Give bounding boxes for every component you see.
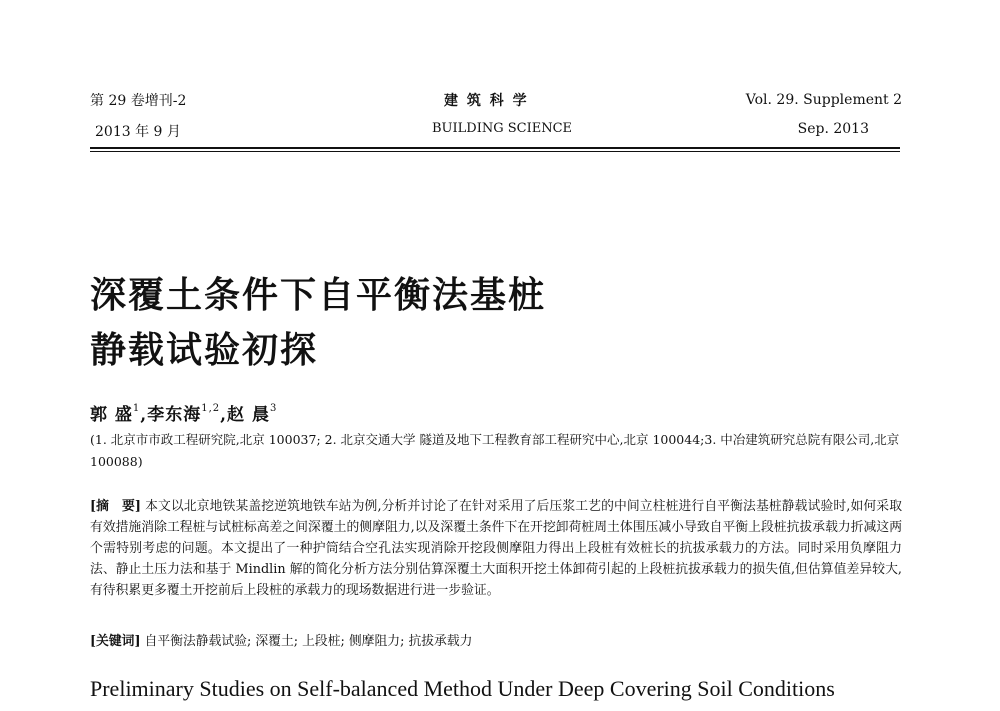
journal-name-en: BUILDING SCIENCE xyxy=(432,121,573,136)
abstract-label: [摘 要] xyxy=(90,499,141,514)
author-affiliation-mark: 1,2 xyxy=(201,403,221,415)
author-separator: , xyxy=(140,405,148,425)
english-title: Preliminary Studies on Self-balanced Method Under Deep Covering Soil Conditions xyxy=(90,676,835,701)
volume-info: Vol. 29. Supplement 2 xyxy=(745,92,902,108)
author-separator: , xyxy=(220,405,228,425)
issue-date-en: Sep. 2013 xyxy=(797,121,869,137)
issue-date-cn: 2013 年 9 月 xyxy=(95,124,181,140)
author-affiliation-mark: 3 xyxy=(269,403,278,415)
author-name: 赵 晨 xyxy=(227,405,270,425)
abstract xyxy=(90,496,902,601)
keywords xyxy=(90,630,472,649)
header-rule-thin xyxy=(90,151,900,152)
header-rule-thick xyxy=(90,147,900,149)
keywords-text: 自平衡法静载试验; 深覆土; 上段桩; 侧摩阻力; 抗拔承载力 xyxy=(144,634,473,649)
journal-name-cn: 建 筑 科 学 xyxy=(444,93,529,109)
author-name: 李东海 xyxy=(147,405,202,425)
issue-number: 第 29 卷增刊-2 xyxy=(90,93,187,109)
article-title-line-2: 静载试验初探 xyxy=(90,330,319,371)
author-affiliation-mark: 1 xyxy=(132,403,141,415)
abstract-text: 本文以北京地铁某盖挖逆筑地铁车站为例,分析并讨论了在针对采用了后压浆工艺的中间立柱桩进行自平衡法基桩静载试验时,如何采取有效措施消除工程桩与试桩标高差之间深覆土的侧摩阻力,以及深覆土条件下在开挖卸荷桩周土体围压减小导致自平衡上段桩抗拔承载力折减这两个需特别考虑的问题。本文提出了一种护筒结合空孔法实现消除开挖段侧摩阻力得出上段桩有效桩长的抗拔承载力的方法。同时采用负摩阻力法、静止土压力法和基于 Mindlin 解的简化分析方法分别估算深覆土大面积开挖土体卸荷引起的上段桩抗拔承载力的损失值,但估算值差异较大,有待积累更多覆土开挖前后上段桩的承载力的现场数据进行进一步验证。 xyxy=(90,499,902,598)
keywords-label: [关键词] xyxy=(90,634,141,649)
article-title-line-1: 深覆土条件下自平衡法基桩 xyxy=(90,275,547,316)
affiliations: (1. 北京市市政工程研究院,北京 100037; 2. 北京交通大学 隧道及地下工程教育部工程研究中心,北京 100044;3. 中冶建筑研究总院有限公司,北京 100088) xyxy=(90,432,900,469)
author-list xyxy=(90,400,277,425)
author-name: 郭 盛 xyxy=(90,405,133,425)
